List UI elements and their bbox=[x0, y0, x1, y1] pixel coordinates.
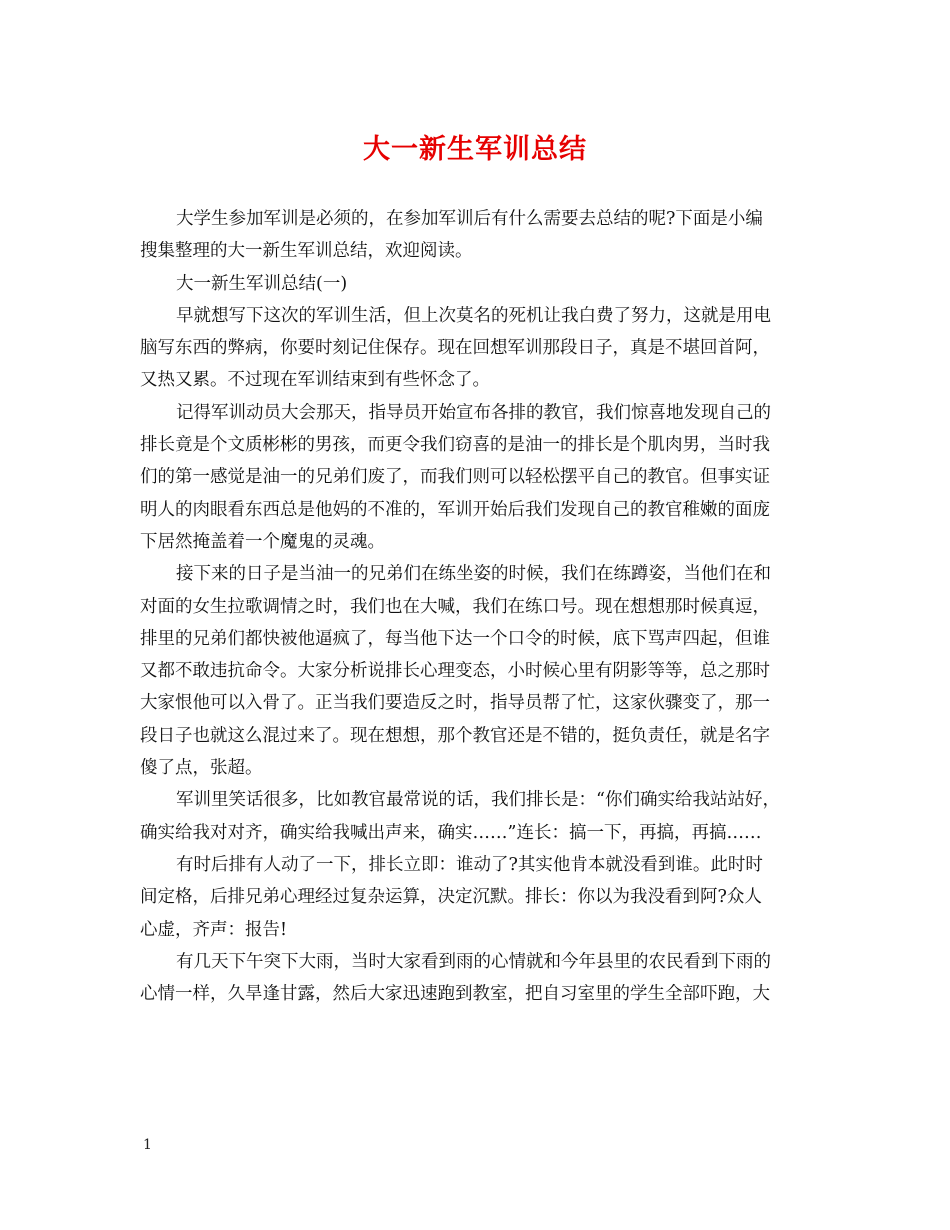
page-number: 1 bbox=[143, 1137, 152, 1153]
document-body bbox=[140, 203, 814, 1010]
text-line: 大学生参加军训是必须的，在参加军训后有什么需要去总结的呢?下面是小编 bbox=[176, 209, 763, 229]
text-line: 段日子也就这么混过来了。现在想想，那个教官还是不错的，挺负责任，就是名字 bbox=[140, 725, 770, 746]
paragraph bbox=[140, 558, 814, 784]
paragraph bbox=[140, 784, 814, 849]
text-line: 排里的兄弟们都快被他逼疯了，每当他下达一个口令的时候，底下骂声四起，但谁 bbox=[140, 628, 770, 649]
paragraph bbox=[140, 849, 814, 946]
text-line: 排长竟是个文质彬彬的男孩，而更令我们窃喜的是油一的排长是个肌肉男，当时我 bbox=[140, 435, 770, 456]
text-line: 心情一样，久旱逢甘露，然后大家迅速跑到教室，把自习室里的学生全部吓跑，大 bbox=[140, 984, 770, 1005]
text-line: 早就想写下这次的军训生活，但上次莫名的死机让我白费了努力，这就是用电 bbox=[176, 305, 771, 326]
document-title: 大一新生军训总结 bbox=[363, 134, 587, 165]
text-line: 有时后排有人动了一下，排长立即：谁动了?其实他肯本就没看到谁。此时时 bbox=[176, 854, 763, 875]
text-line: 确实给我对对齐，确实给我喊出声来，确实……”连长：搞一下，再搞，再搞…… bbox=[140, 822, 762, 843]
paragraph bbox=[140, 946, 814, 1011]
text-line: 心虚，齐声：报告! bbox=[140, 919, 288, 940]
text-line: 大一新生军训总结(一) bbox=[176, 273, 348, 294]
text-line: 对面的女生拉歌调情之时，我们也在大喊，我们在练口号。现在想想那时候真逗， bbox=[140, 596, 770, 617]
text-line: 记得军训动员大会那天，指导员开始宣布各排的教官，我们惊喜地发现自己的 bbox=[176, 402, 771, 423]
text-line: 脑写东西的弊病，你要时刻记住保存。现在回想军训那段日子，真是不堪回首阿， bbox=[140, 338, 770, 359]
paragraph bbox=[140, 397, 814, 558]
text-line: 明人的肉眼看东西总是他妈的不准的，军训开始后我们发现自己的教官稚嫩的面庞 bbox=[140, 499, 770, 520]
text-line: 间定格，后排兄弟心理经过复杂运算，决定沉默。排长：你以为我没看到阿?众人 bbox=[140, 887, 762, 908]
text-line: 下居然掩盖着一个魔鬼的灵魂。 bbox=[140, 531, 385, 552]
text-line: 又都不敢违抗命令。大家分析说排长心理变态，小时候心里有阴影等等，总之那时 bbox=[140, 661, 770, 682]
text-line: 搜集整理的大一新生军训总结，欢迎阅读。 bbox=[140, 241, 473, 262]
text-line: 们的第一感觉是油一的兄弟们废了，而我们则可以轻松摆平自己的教官。但事实证 bbox=[140, 467, 770, 488]
text-line: 大家恨他可以入骨了。正当我们要造反之时，指导员帮了忙，这家伙骤变了，那一 bbox=[140, 693, 770, 714]
text-line: 又热又累。不过现在军训结束到有些怀念了。 bbox=[140, 370, 490, 391]
paragraph bbox=[140, 300, 814, 397]
text-line: 军训里笑话很多，比如教官最常说的话，我们排长是：“你们确实给我站站好， bbox=[176, 790, 780, 811]
text-line: 接下来的日子是当油一的兄弟们在练坐姿的时候，我们在练蹲姿，当他们在和 bbox=[176, 564, 771, 585]
paragraph-intro bbox=[140, 203, 814, 268]
text-line: 傻了点，张超。 bbox=[140, 758, 263, 779]
text-line: 有几天下午突下大雨，当时大家看到雨的心情就和今年县里的农民看到下雨的 bbox=[176, 951, 771, 972]
section-heading bbox=[140, 268, 814, 300]
